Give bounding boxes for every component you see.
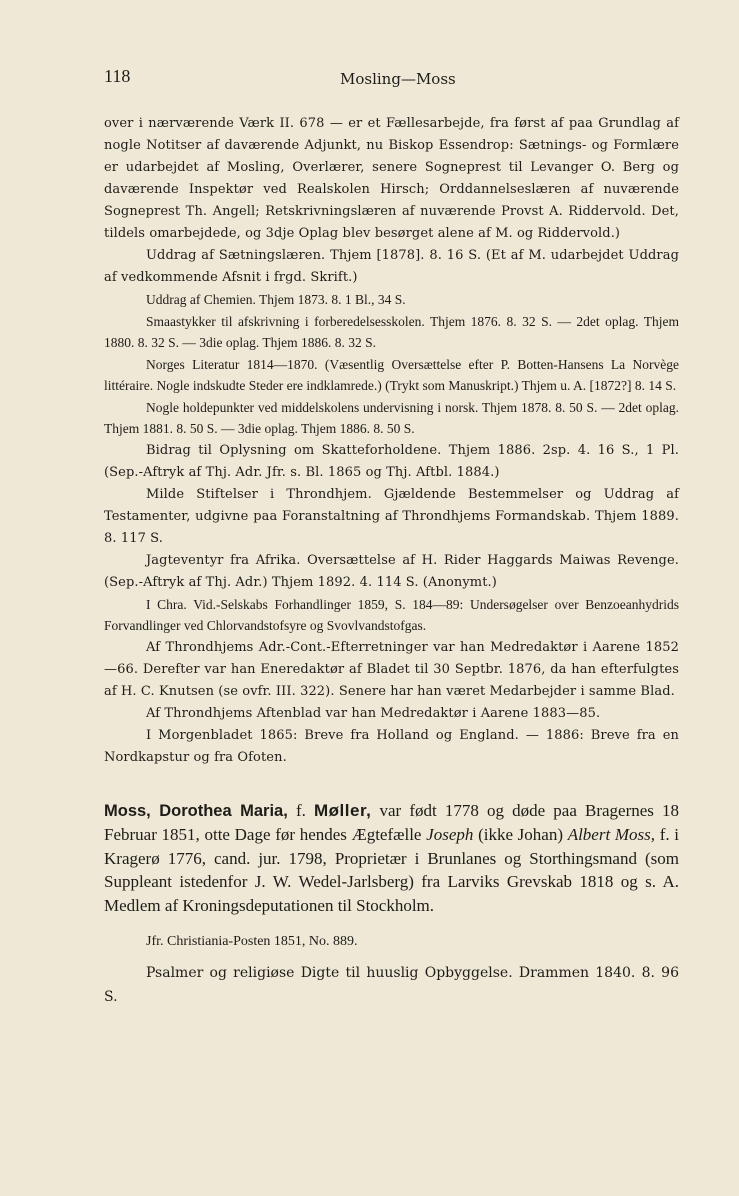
maiden-prefix: f. [295,800,306,820]
moss-name: Moss, Dorothea Maria, [104,801,288,820]
entry-jagteventyr: Jagteventyr fra Afrika. Oversættelse af H. Rider Haggards Maiwas Revenge. (Sep.-Aftryk af Thj. Adr.) Thjem 1892. 4. 114 S. (Anonymt.) [104,552,679,590]
entry-continuation: over i nærværende Værk II. 678 — er et Fællesarbejde, fra først af paa Grundlag af nogle Notitser af daværende Adjunkt, nu Biskop Essendrop: Sætnings- og Formlære er udarbejdet af Mosling, Overlærer, senere Sogneprest til Levanger O. Berg og daværende Inspektør ved Realskolen Hirsch; Orddannelseslæren af nuværende Sogneprest Th. Angell; Retskrivningslæren af nuværende Provst A. Riddervold. Det, tildels omarbejdede, og 3dje Oplag blev besørget alene af M. og Riddervold.) [104,116,679,241]
entry-smaastykker: Smaastykker til afskrivning i forberedelsesskolen. Thjem 1876. 8. 32 S. — 2det oplag. Thjem 1880. 8. 32 S. — 3die oplag. Thjem 1886. 8. 32 S. [104,313,679,350]
entry-bidrag: Bidrag til Oplysning om Skatteforholdene. Thjem 1886. 2sp. 4. 16 S., 1 Pl. (Sep.-Aftryk af Thj. Adr. Jfr. s. Bl. 1865 og Thj. Aftbl. 1884.) [104,442,679,480]
spouse-full-name: Albert Moss, [567,825,656,844]
entry-milde-stiftelser: Milde Stiftelser i Throndhjem. Gjældende Bestemmelser og Uddrag af Testamenter, udgivne paa Foranstaltning af Throndhjems Formandskab. Thjem 1889. 8. 117 S. [104,486,679,546]
moss-biography [104,799,679,918]
entry-adr-cont: Af Throndhjems Adr.-Cont.-Efterretninger var han Medredaktør i Aarene 1852—66. Derefter var han Eneredaktør af Bladet til 30 Septbr. 1876, da han efterfulgtes af H. C. Knutsen (se ovfr. III. 322). Senere har han været Medarbejder i samme Blad. [104,639,679,699]
page-number: 118 [104,66,131,86]
section-gap [104,769,679,799]
entry-aftenblad: Af Throndhjems Aftenblad var han Medredaktør i Aarene 1883—85. [146,705,601,721]
running-head: Mosling—Moss [340,70,456,88]
entry-uddrag-saetningslaeren: Uddrag af Sætningslæren. Thjem [1878]. 8. 16 S. (Et af M. udarbejdet Uddrag af vedkommende Afsnit i frgd. Skrift.) [104,248,679,285]
entry-vid-selskabs: I Chra. Vid.-Selskabs Forhandlinger 1859, S. 184—89: Undersøgelser over Benzoeanhydrids Forvandlinger ved Chlorvandstofsyre og Svovlvandstofgas. [104,596,679,633]
spouse-first-name: Joseph [426,825,474,844]
moss-work: Psalmer og religiøse Digte til huuslig Opbyggelse. Drammen 1840. 8. 96 S. [104,965,679,1005]
page-body [104,113,679,1009]
bio-text-1: var født 1778 og døde paa Bragernes 18 Februar 1851, otte Dage før hendes Ægtefælle [104,800,680,844]
entry-norges-literatur: Norges Literatur 1814—1870. (Væsentlig Oversættelse efter P. Botten-Hansens La Norvège littéraire. Nogle indskudte Steder ere indklamrede.) (Trykt som Manuskript.) Thjem u. A. [1872?] 8. 14 S. [104,356,679,393]
entry-morgenbladet: I Morgenbladet 1865: Breve fra Holland og England. — 1886: Breve fra en Nordkapstur og fra Ofoten. [104,727,679,765]
maiden-name: Møller, [314,800,372,820]
bio-text-2: (ikke Johan) [478,825,563,844]
entry-uddrag-chemien: Uddrag af Chemien. Thjem 1873. 8. 1 Bl., 34 S. [146,292,406,307]
entry-holdepunkter: Nogle holdepunkter ved middelskolens undervisning i norsk. Thjem 1878. 8. 50 S. — 2det oplag. Thjem 1881. 8. 50 S. — 3die oplag. Thjem 1886. 8. 50 S. [104,399,679,436]
bio-text-3: f. i Kragerø 1776, cand. jur. 1798, Proprietær i Brunlanes og Storthingsmand (som Suppleant istedenfor J. W. Wedel-Jarlsberg) fra Larviks Grevskab 1818 og s. A. Medlem af Kroningsdeputationen til Stockholm. [104,825,680,915]
moss-source: Jfr. Christiania-Posten 1851, No. 889. [146,934,358,949]
